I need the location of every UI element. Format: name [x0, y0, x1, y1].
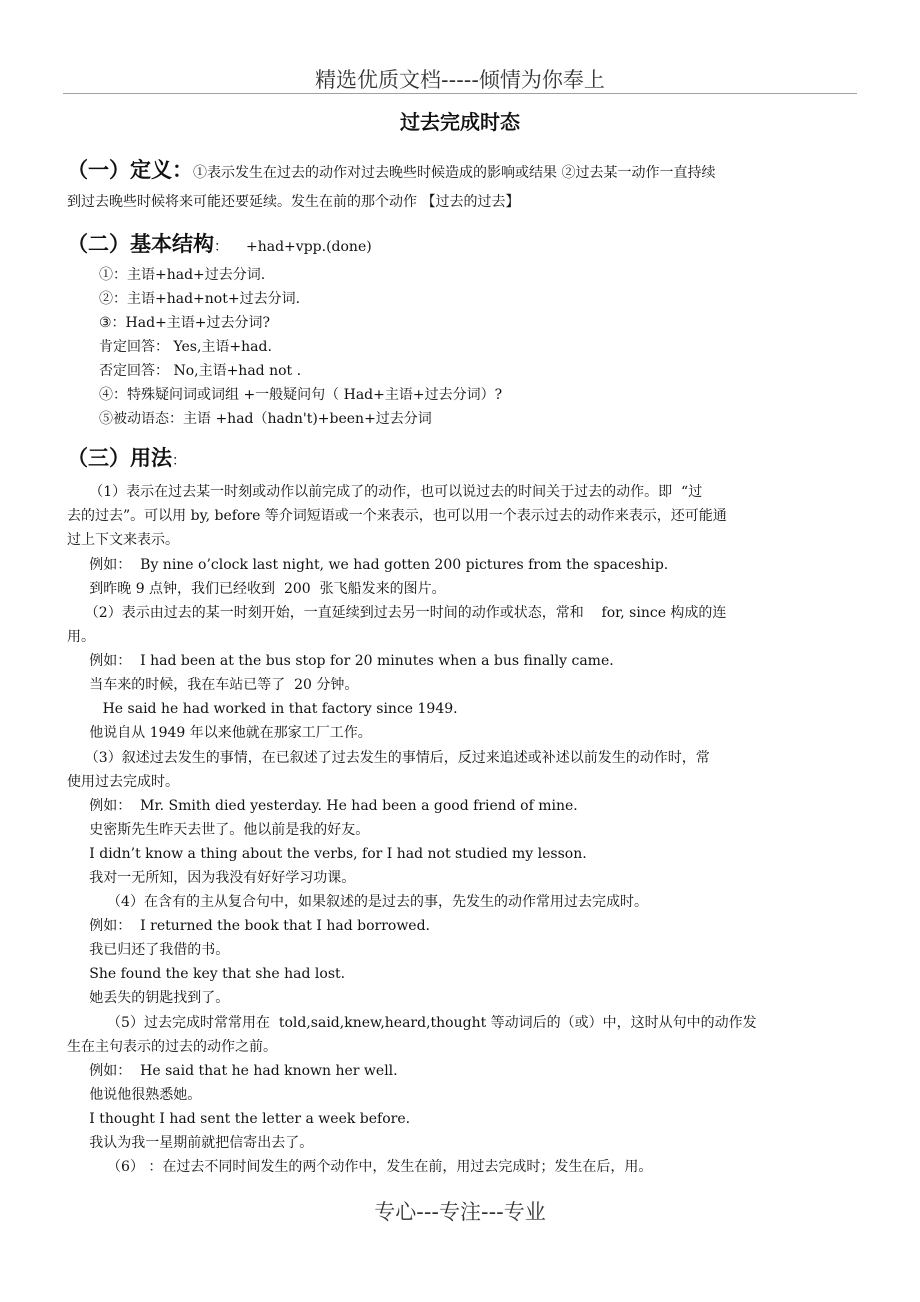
- structure-item: ①：主语+had+过去分词.: [99, 267, 266, 283]
- section-heading-definition: （一）定义：: [67, 158, 193, 182]
- structure-item: ④：特殊疑问词或词组 +一般疑问句（ Had+主语+过去分词）?: [99, 387, 503, 403]
- page-footer: 专心---专注---专业: [374, 1200, 546, 1224]
- usage-line: （6） ：在过去不同时间发生的两个动作中，发生在前，用过去完成时；发生在后，用。: [67, 1159, 653, 1175]
- structure-item: ③：Had+主语+过去分词?: [99, 315, 271, 331]
- usage-line: 过上下文来表示。: [67, 532, 179, 548]
- structure-item: ②：主语+had+not+过去分词.: [99, 291, 301, 307]
- usage-line: I thought I had sent the letter a week before.: [67, 1111, 411, 1127]
- structure-formula: +had+vpp.(done): [246, 239, 372, 255]
- usage-line: 例如： By nine o’clock last night, we had gotten 200 pictures from the spaceship.: [67, 557, 669, 573]
- usage-line: 例如： He said that he had known her well.: [67, 1063, 398, 1079]
- document-title: 过去完成时态: [400, 110, 520, 134]
- usage-colon: ：: [172, 453, 186, 469]
- usage-line: （4）在含有的主从复合句中，如果叙述的是过去的事，先发生的动作常用过去完成时。: [67, 894, 648, 910]
- usage-line: （5）过去完成时常常用在 told,said,knew,heard,thought 等动词后的（或）中，这时从句中的动作发: [67, 1015, 757, 1031]
- usage-line: （3）叙述过去发生的事情，在已叙述了过去发生的事情后，反过来追述或补述以前发生的动作时，常: [67, 750, 710, 766]
- usage-line: （2）表示由过去的某一时刻开始，一直延续到过去另一时间的动作或状态，常和 for, since 构成的连: [67, 605, 727, 621]
- usage-line: 他说他很熟悉她。: [67, 1087, 202, 1103]
- usage-line: 到昨晚 9 点钟，我们已经收到 200 张飞船发来的图片。: [67, 581, 446, 597]
- usage-line: 去的过去”。可以用 by, before 等介词短语或一个来表示，也可以用一个表示过去的动作来表示，还可能通: [67, 508, 727, 524]
- usage-line: She found the key that she had lost.: [67, 966, 346, 982]
- usage-line: 她丢失的钥匙找到了。: [67, 990, 230, 1006]
- usage-line: 生在主句表示的过去的动作之前。: [67, 1039, 277, 1055]
- structure-colon: ：: [214, 239, 228, 255]
- section-definition: [67, 154, 715, 184]
- usage-line: He said he had worked in that factory since 1949.: [67, 701, 458, 717]
- section-heading-structure: （二）基本结构: [67, 232, 214, 256]
- usage-line: 例如： Mr. Smith died yesterday. He had been a good friend of mine.: [67, 798, 578, 814]
- usage-line: 我已归还了我借的书。: [67, 942, 230, 958]
- usage-line: 他说自从 1949 年以来他就在那家工厂工作。: [67, 725, 372, 741]
- structure-item: 否定回答： No,主语+had not .: [99, 363, 302, 379]
- page-header: 精选优质文档-----倾情为你奉上: [315, 68, 605, 92]
- usage-line: I didn’t know a thing about the verbs, for I had not studied my lesson.: [67, 846, 587, 862]
- section-heading-usage: （三）用法: [67, 446, 172, 470]
- section-usage: [67, 442, 186, 472]
- usage-line: 当车来的时候，我在车站已等了 20 分钟。: [67, 677, 359, 693]
- usage-line: 例如： I had been at the bus stop for 20 minutes when a bus finally came.: [67, 653, 614, 669]
- usage-line: 使用过去完成时。: [67, 774, 179, 790]
- usage-line: 史密斯先生昨天去世了。他以前是我的好友。: [67, 822, 370, 838]
- usage-line: 我认为我一星期前就把信寄出去了。: [67, 1135, 314, 1151]
- structure-item: ⑤被动语态：主语 +had（hadn't)+been+过去分词: [99, 411, 432, 427]
- definition-text-line2: 到过去晚些时候将来可能还要延续。发生在前的那个动作 【过去的过去】: [67, 194, 520, 210]
- definition-text-line1: ①表示发生在过去的动作对过去晚些时候造成的影响或结果 ②过去某一动作一直持续: [193, 165, 716, 181]
- usage-line: （1）表示在过去某一时刻或动作以前完成了的动作，也可以说过去的时间关于过去的动作。即 “过: [67, 484, 703, 500]
- usage-line: 例如： I returned the book that I had borrowed.: [67, 918, 430, 934]
- structure-item: 肯定回答： Yes,主语+had.: [99, 339, 272, 355]
- header-divider: [63, 93, 857, 94]
- usage-line: 我对一无所知，因为我没有好好学习功课。: [67, 870, 356, 886]
- usage-line: 用。: [67, 629, 95, 645]
- section-structure: [67, 228, 372, 258]
